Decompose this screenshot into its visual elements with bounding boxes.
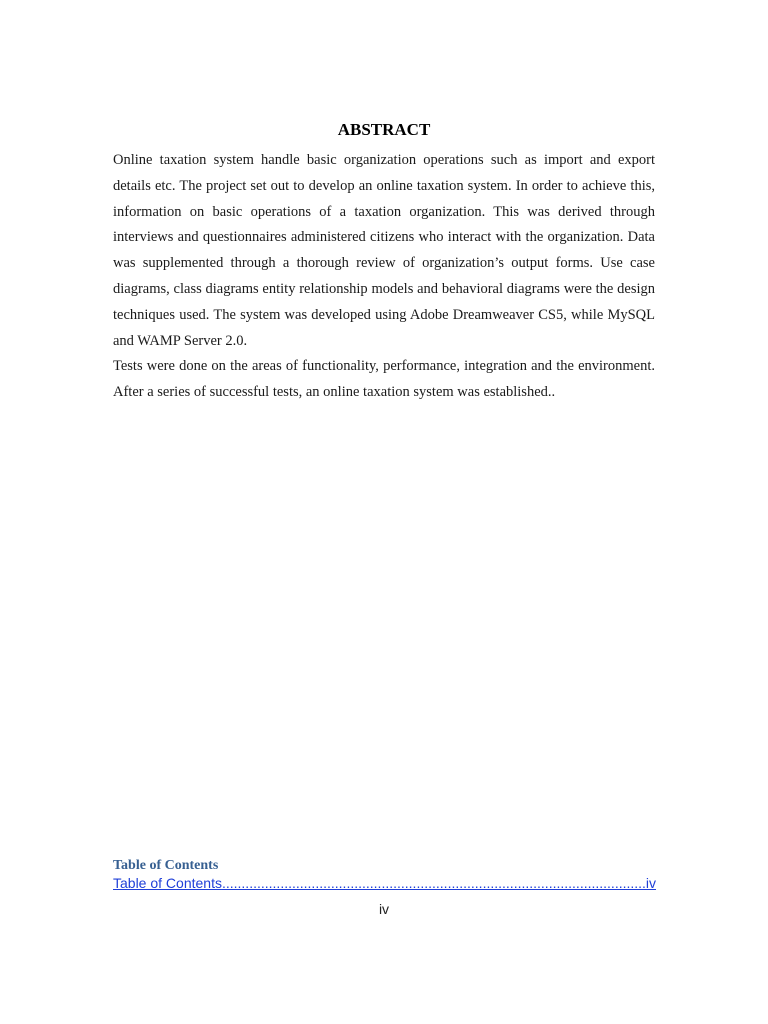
- toc-entry-link[interactable]: [113, 875, 656, 891]
- abstract-body: [113, 148, 655, 406]
- toc-leader-dots: [222, 875, 646, 891]
- abstract-paragraph-2: Tests were done on the areas of functionality, performance, integration and the environment. After a series of successful tests, an online taxation system was established..: [113, 358, 655, 401]
- abstract-paragraph-1: Online taxation system handle basic organization operations such as import and export details etc. The project set out to develop an online taxation system. In order to achieve this, information on basic operations of a taxation organization. This was derived through interviews and questionnaires administered citizens who interact with the organization. Data was supplemented through a thorough review of organization’s output forms. Use case diagrams, class diagrams entity relationship models and behavioral diagrams were the design techniques used. The system was developed using Adobe Dreamweaver CS5, while MySQL and WAMP Server 2.0.: [113, 152, 655, 349]
- toc-heading: Table of Contents: [113, 858, 219, 873]
- table-of-contents: [113, 857, 656, 891]
- toc-entry-label: Table of Contents: [113, 875, 222, 891]
- toc-entry-page: iv: [645, 875, 656, 891]
- page-number: iv: [378, 901, 390, 917]
- abstract-title: ABSTRACT: [337, 120, 431, 139]
